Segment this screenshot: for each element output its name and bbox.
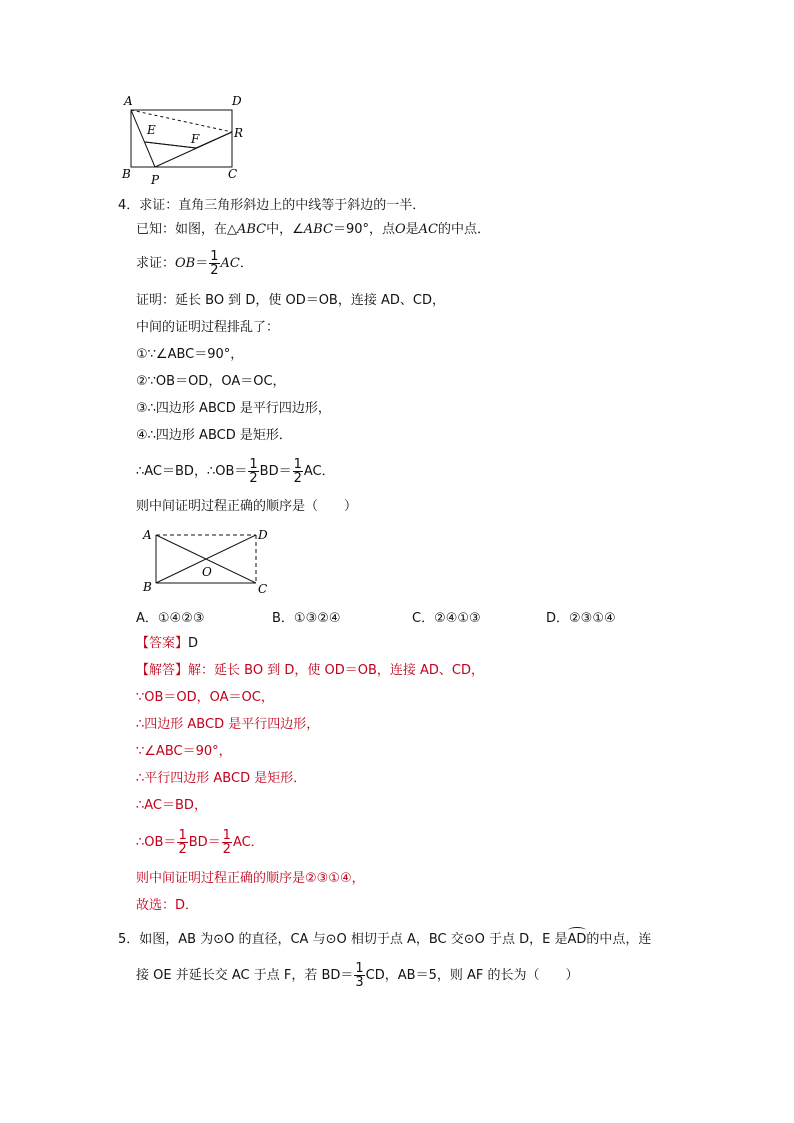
given-ac: AC (418, 222, 439, 237)
fraction-denominator: 3 (355, 975, 364, 990)
label-e: E (147, 123, 156, 137)
q4-step-1: ①∵∠ABC＝90°， (136, 347, 244, 362)
q4-solution-2: ∵OB＝OD，OA＝OC， (136, 690, 274, 705)
label-c: C (228, 167, 238, 181)
q5-text-2b: CD，AB＝5，则 AF 的长为（ ） (365, 968, 579, 983)
concl-c: AC． (303, 464, 335, 479)
q4-step-4: ④∴四边形 ABCD 是矩形． (136, 428, 292, 443)
label-a: A (124, 94, 133, 108)
fraction-numerator: 1 (178, 828, 187, 843)
option-c[interactable]: C．②④①③ (412, 611, 481, 626)
fraction-denominator: 2 (222, 842, 231, 857)
concl-fraction-2 (293, 458, 303, 485)
label-b: B (122, 167, 131, 181)
fraction-numerator: 1 (355, 961, 364, 976)
q4-given (136, 221, 490, 239)
sol7-fraction-2 (222, 829, 232, 856)
prove-end: ． (239, 256, 253, 271)
option-a[interactable]: A．①④②③ (136, 611, 205, 626)
sol7-fraction-1 (177, 829, 187, 856)
q4-solution-7 (136, 829, 264, 856)
q5-line-1 (118, 928, 651, 947)
q4-answer (136, 635, 198, 653)
prove-ob: OB (175, 256, 196, 271)
figure-rectangle-abcd (138, 525, 278, 600)
q4-solution-9: 故选：D． (136, 898, 199, 913)
fraction-numerator: 1 (210, 249, 219, 264)
concl-fraction-1 (248, 458, 258, 485)
sol7-b: BD＝ (188, 835, 221, 850)
option-d[interactable]: D．②③①④ (546, 611, 616, 626)
q5-line-2 (136, 962, 578, 989)
q4-solution-4: ∵∠ABC＝90°， (136, 744, 232, 759)
q4-proof-start: 证明：延长 BO 到 D，使 OD＝OB，连接 AD、CD， (136, 293, 445, 308)
arc-ad (568, 932, 587, 947)
given-end: 的中点． (438, 222, 491, 237)
q4-number: 4． (118, 198, 140, 213)
q4-step-3: ③∴四边形 ABCD 是平行四边形， (136, 401, 331, 416)
q5-text-1: 5．如图，AB 为⊙O 的直径，CA 与⊙O 相切于点 A，BC 交⊙O 于点 D，E 是 (118, 932, 568, 947)
sol7-c: AC． (232, 835, 264, 850)
solution-tag: 【解答】 (136, 663, 189, 678)
q4-question: 则中间证明过程正确的顺序是（ ） (136, 499, 358, 514)
fraction-denominator: 2 (293, 471, 302, 486)
label-d: D (232, 94, 242, 108)
given-angle: ABC (303, 222, 333, 237)
fraction-denominator: 2 (210, 263, 219, 278)
arc-label: AD (567, 932, 587, 947)
q4-solution-6: ∴AC＝BD， (136, 798, 207, 813)
q5-text-1b: 的中点，连 (586, 932, 652, 947)
answer-value: D (188, 636, 199, 651)
label-p: P (151, 173, 160, 187)
label-r: R (234, 126, 244, 140)
given-o: O (394, 222, 406, 237)
label-o: O (202, 565, 212, 579)
q4-disorder-note: 中间的证明过程排乱了： (136, 320, 280, 335)
given-pre: 已知：如图，在△ (136, 222, 237, 237)
q4-stem (118, 194, 425, 213)
fraction-denominator: 2 (178, 842, 187, 857)
fraction-numerator: 1 (293, 457, 302, 472)
q5-text-2a: 接 OE 并延长交 AC 于点 F，若 BD＝ (136, 968, 354, 983)
fraction-numerator: 1 (249, 457, 258, 472)
label-c: C (258, 582, 268, 596)
q4-options (136, 607, 616, 626)
q5-fraction (354, 962, 364, 989)
q4-prove (136, 250, 253, 277)
q4-stem-text: 求证：直角三角形斜边上的中线等于斜边的一半． (139, 198, 426, 213)
label-b: B (143, 580, 152, 594)
figure-rectangle-abcr (118, 92, 258, 188)
given-deg: ＝90°，点 (332, 222, 395, 237)
prove-eq: ＝ (195, 256, 209, 271)
q4-solution-5: ∴平行四边形 ABCD 是矩形． (136, 771, 307, 786)
label-a: A (143, 528, 152, 542)
q4-conclusion (136, 458, 335, 485)
prove-ac: AC (220, 256, 240, 271)
fraction-numerator: 1 (222, 828, 231, 843)
label-f: F (191, 132, 200, 146)
sol7-a: ∴OB＝ (136, 835, 177, 850)
q4-solution-3: ∴四边形 ABCD 是平行四边形， (136, 717, 320, 732)
arc-mark-icon (568, 927, 587, 934)
q4-step-2: ②∵OB＝OD，OA＝OC， (136, 374, 286, 389)
given-mid: 中，∠ (266, 222, 304, 237)
solution-line-1: 解：延长 BO 到 D，使 OD＝OB，连接 AD、CD， (188, 663, 484, 678)
concl-b: BD＝ (259, 464, 292, 479)
q4-solution-1 (136, 662, 484, 680)
fraction-denominator: 2 (249, 471, 258, 486)
concl-a: ∴AC＝BD，∴OB＝ (136, 464, 248, 479)
q4-solution-8: 则中间证明过程正确的顺序是②③①④， (136, 871, 365, 886)
label-d: D (258, 528, 268, 542)
prove-fraction (209, 250, 219, 277)
prove-pre: 求证： (136, 256, 176, 271)
given-abc: ABC (237, 222, 267, 237)
given-is: 是 (405, 222, 419, 237)
option-b[interactable]: B．①③②④ (272, 611, 341, 626)
answer-tag: 【答案】 (136, 636, 189, 651)
